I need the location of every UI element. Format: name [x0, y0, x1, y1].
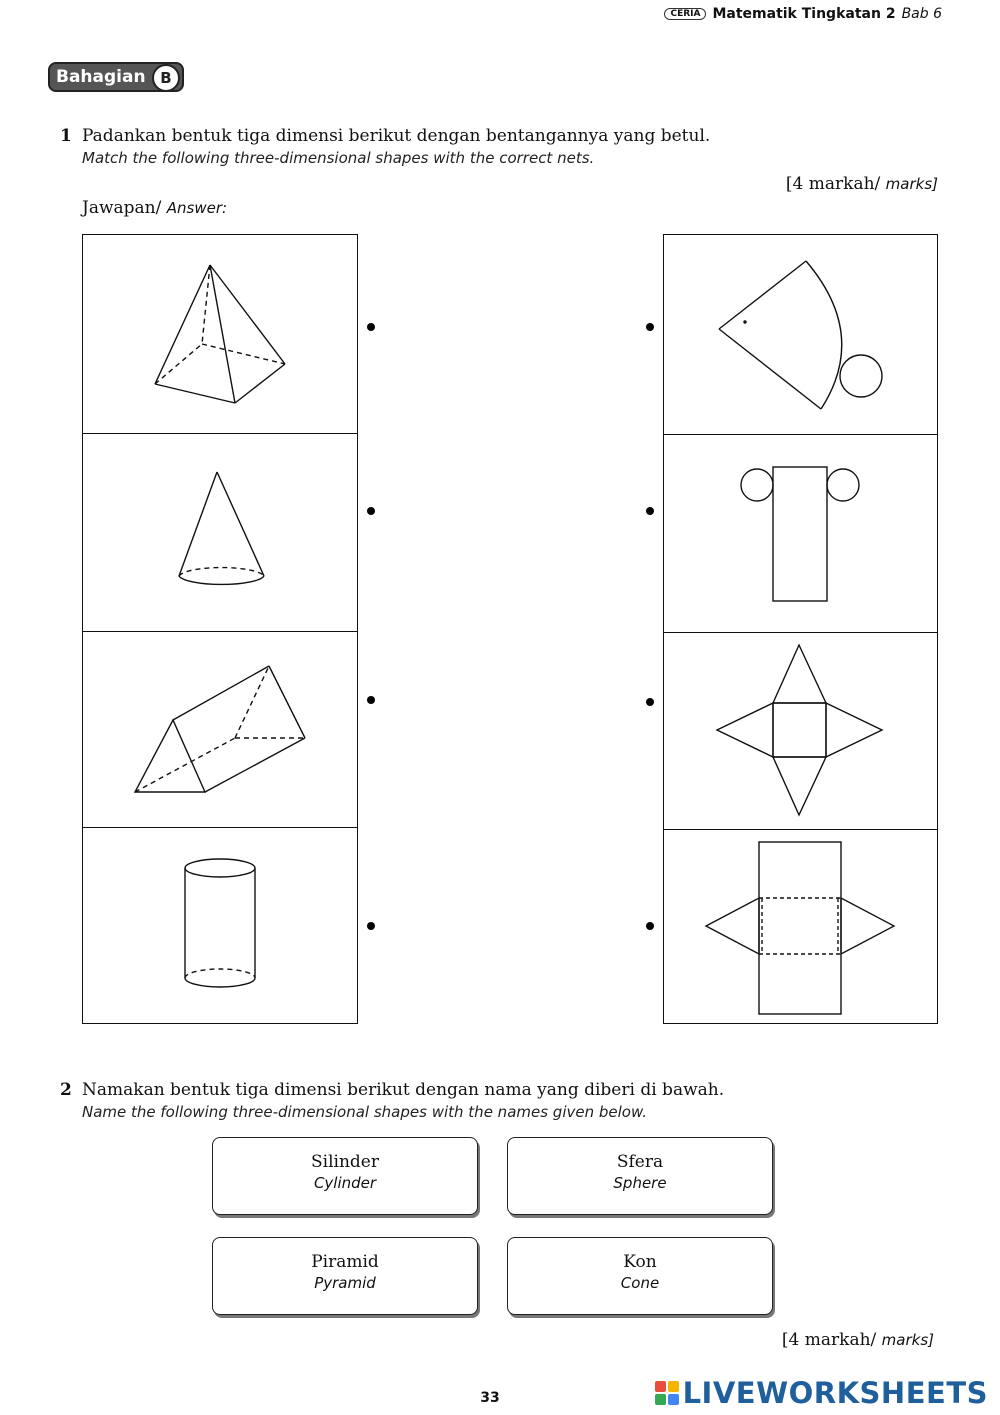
- question-2-text-ms: Namakan bentuk tiga dimensi berikut dengan nama yang diberi di bawah.: [82, 1080, 725, 1100]
- name-ms: Silinder: [311, 1152, 379, 1172]
- answer-label: [82, 198, 227, 218]
- page-header: [664, 6, 942, 22]
- marks-en: marks]: [881, 1331, 934, 1349]
- name-ms: Piramid: [311, 1252, 379, 1272]
- liveworksheets-logo[interactable]: [655, 1376, 988, 1410]
- prism-net-icon: [664, 830, 939, 1025]
- left-match-dot-1[interactable]: [367, 323, 375, 331]
- name-ms: Kon: [623, 1252, 657, 1272]
- question-2-number: 2: [60, 1080, 72, 1100]
- left-match-dot-3[interactable]: [367, 696, 375, 704]
- name-en: Cylinder: [313, 1174, 377, 1192]
- brand-square: [668, 1394, 679, 1405]
- right-match-dot-1[interactable]: [646, 323, 654, 331]
- brand-square: [668, 1381, 679, 1392]
- name-en: Sphere: [613, 1174, 667, 1192]
- net-cell-prism: [664, 830, 937, 1025]
- right-match-dot-2[interactable]: [646, 507, 654, 515]
- left-match-dot-4[interactable]: [367, 922, 375, 930]
- cylinder-net-icon: [664, 435, 939, 633]
- shape-cell-cylinder: [83, 828, 357, 1025]
- answer-label-ms: Jawapan/: [82, 198, 162, 218]
- publisher-logo: CERIA: [664, 8, 706, 20]
- shape-cell-cone: [83, 434, 357, 632]
- shape-cell-prism: [83, 632, 357, 828]
- name-ms: Sfera: [616, 1152, 664, 1172]
- triangular-prism-icon: [83, 632, 359, 828]
- name-en: Pyramid: [314, 1274, 376, 1292]
- net-cell-pyramid: [664, 633, 937, 830]
- name-box-cone[interactable]: [507, 1237, 773, 1315]
- shape-cell-pyramid: [83, 235, 357, 434]
- net-cell-cylinder: [664, 435, 937, 633]
- cone-icon: [83, 434, 359, 632]
- question-1-text-en: Match the following three-dimensional shapes with the correct nets.: [82, 149, 595, 167]
- subject-title: Matematik Tingkatan 2: [712, 6, 896, 22]
- answer-label-en: Answer:: [166, 199, 228, 217]
- name-box-sphere[interactable]: [507, 1137, 773, 1215]
- section-badge: [48, 62, 184, 92]
- brand-square: [655, 1394, 666, 1405]
- chapter-label: Bab 6: [901, 6, 942, 22]
- pyramid-net-icon: [664, 633, 939, 830]
- question-1-marks: [786, 174, 938, 194]
- brand-grid-icon: [655, 1381, 679, 1405]
- brand-name: LIVEWORKSHEETS: [682, 1376, 988, 1410]
- nets-column: [663, 234, 938, 1024]
- question-1-text-ms: Padankan bentuk tiga dimensi berikut dengan bentangannya yang betul.: [82, 126, 711, 146]
- brand-square: [655, 1381, 666, 1392]
- question-2-text-en: Name the following three-dimensional shapes with the names given below.: [82, 1103, 648, 1121]
- name-box-cylinder[interactable]: [212, 1137, 478, 1215]
- net-cell-cone: [664, 235, 937, 435]
- section-label: Bahagian: [56, 67, 146, 87]
- name-en: Cone: [620, 1274, 660, 1292]
- page-number: 33: [480, 1390, 500, 1406]
- marks-en: marks]: [885, 175, 938, 193]
- cone-net-icon: [664, 235, 939, 435]
- right-match-dot-4[interactable]: [646, 922, 654, 930]
- section-letter: B: [152, 64, 180, 92]
- shapes-column: [82, 234, 358, 1024]
- name-box-pyramid[interactable]: [212, 1237, 478, 1315]
- right-match-dot-3[interactable]: [646, 698, 654, 706]
- question-1-number: 1: [60, 126, 72, 146]
- square-pyramid-icon: [83, 235, 359, 434]
- question-2-marks: [782, 1330, 934, 1350]
- marks-ms: [4 markah/: [781, 1330, 877, 1350]
- marks-ms: [4 markah/: [785, 174, 881, 194]
- left-match-dot-2[interactable]: [367, 507, 375, 515]
- cylinder-icon: [83, 828, 359, 1025]
